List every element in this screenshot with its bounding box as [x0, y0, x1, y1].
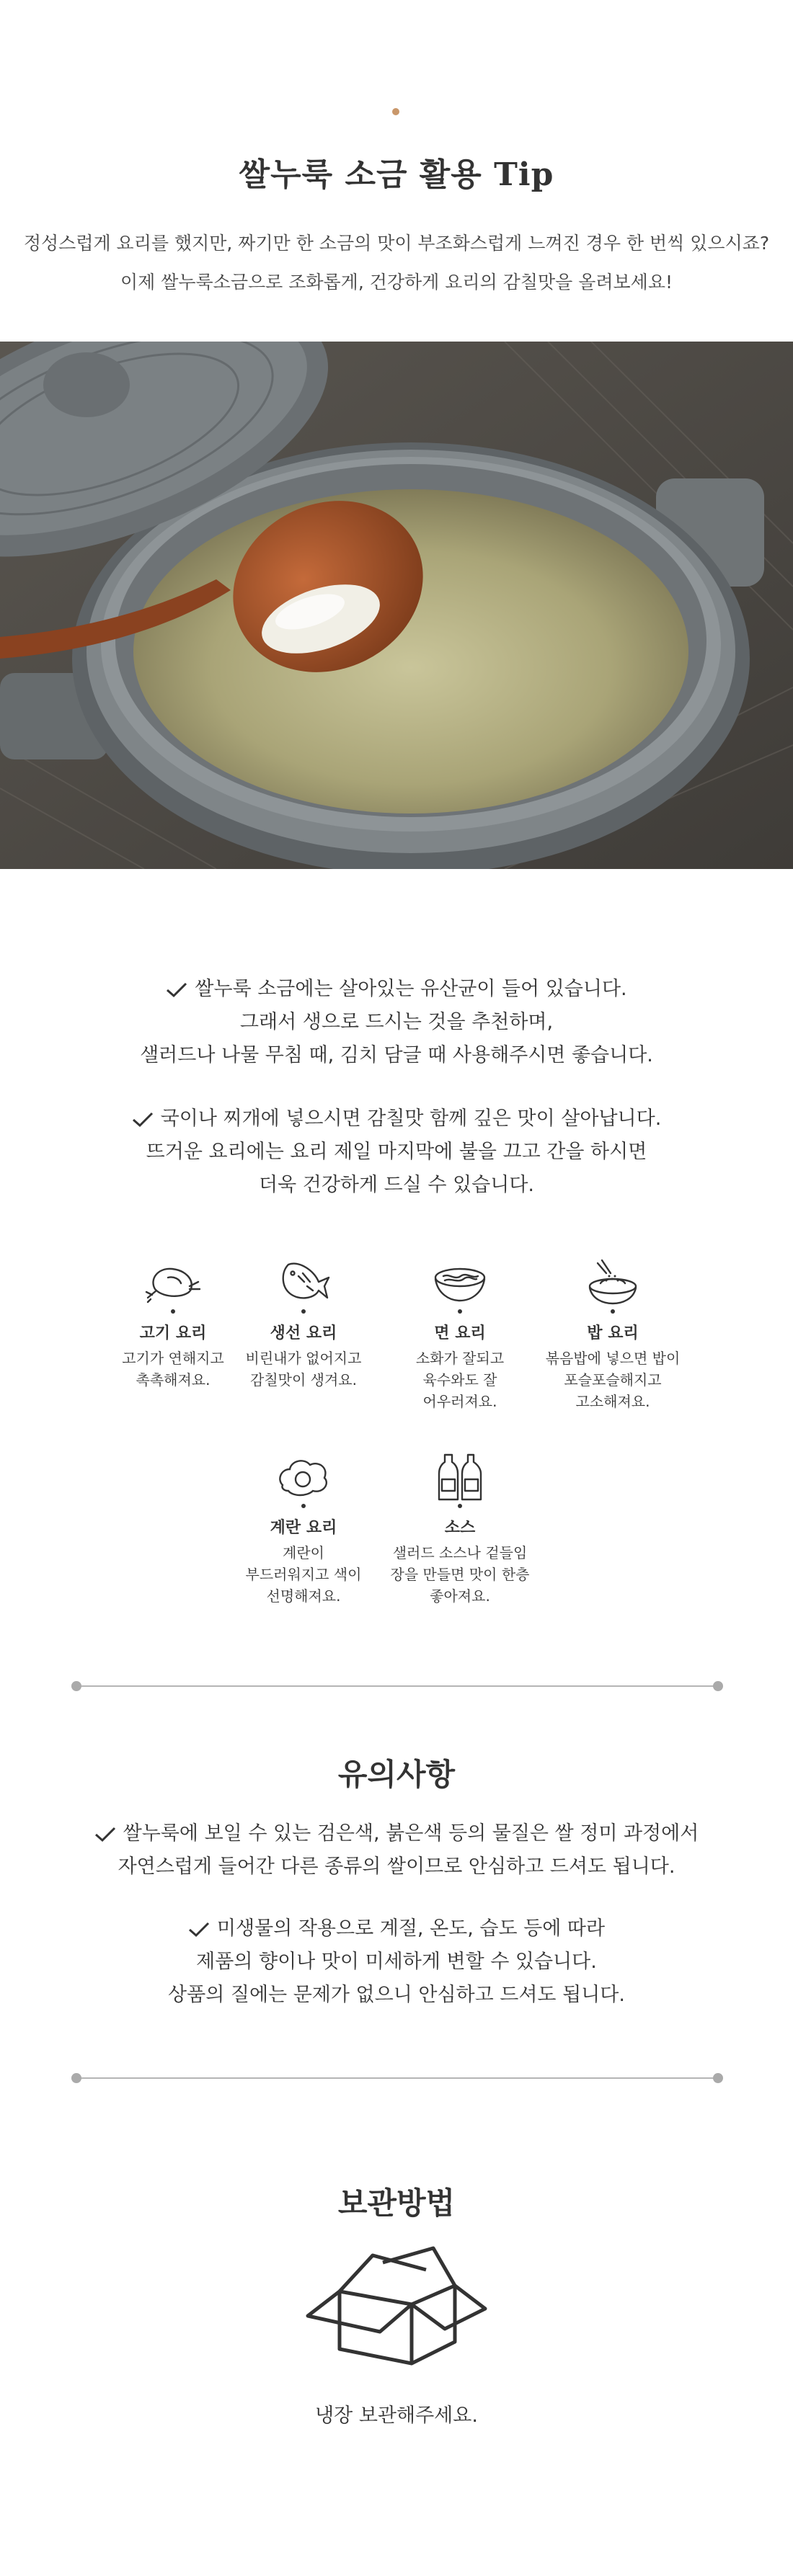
tip-line: [0, 973, 793, 1006]
bullet-dot: [458, 1504, 462, 1508]
caution-item-2: [0, 1912, 793, 2012]
use-label: 고기 요리: [139, 1324, 207, 1342]
section-divider: [76, 1685, 718, 1687]
use-egg: [231, 1452, 376, 1607]
egg-icon: [273, 1452, 335, 1502]
desc-line: 고소해져요.: [575, 1393, 650, 1410]
use-noodle: [388, 1257, 532, 1412]
sauce-bottles-icon: [429, 1452, 491, 1502]
clay-pot-soup-photo: [0, 342, 793, 869]
bullet-dot: [611, 1309, 615, 1314]
caution-title: 유의사항: [337, 1757, 456, 1792]
caution-line: 상품의 질에는 문제가 없으니 안심하고 드셔도 됩니다.: [168, 1984, 625, 2006]
desc-line: 고기가 연해지고: [122, 1350, 224, 1367]
check-icon: [94, 1827, 116, 1842]
tip-line: 샐러드나 나물 무침 때, 김치 담글 때 사용해주시면 좋습니다.: [140, 1044, 653, 1066]
tip-text: 쌀누룩 소금에는 살아있는 유산균이 들어 있습니다.: [195, 978, 627, 1000]
use-fish: [231, 1257, 376, 1391]
section-divider: [76, 2077, 718, 2079]
caution-item-1: [0, 1817, 793, 1884]
desc-line: 촉촉해져요.: [136, 1371, 211, 1389]
box-icon: [304, 2241, 489, 2369]
caution-line: 자연스럽게 들어간 다른 종류의 쌀이므로 안심하고 드셔도 됩니다.: [118, 1855, 675, 1878]
use-desc: [388, 1542, 532, 1607]
desc-line: 선명해져요.: [266, 1587, 341, 1605]
caution-line: [0, 1912, 793, 1946]
desc-line: 육수와도 잘: [422, 1371, 497, 1389]
bullet-dot: [301, 1504, 306, 1508]
use-desc: [541, 1347, 685, 1412]
accent-dot: [392, 108, 399, 115]
tip-raw-use: [0, 973, 793, 1072]
desc-line: 좋아져요.: [430, 1587, 490, 1605]
caution-line: [0, 1817, 793, 1850]
use-label: 밥 요리: [587, 1324, 639, 1342]
use-sauce: [388, 1452, 532, 1607]
intro-line-2: 이제 쌀누룩소금으로 조화롭게, 건강하게 요리의 감칠맛을 올려보세요!: [120, 272, 673, 293]
desc-line: 장을 만들면 맛이 한층: [390, 1566, 530, 1583]
use-desc: [231, 1542, 376, 1607]
use-desc: [101, 1347, 245, 1391]
use-meat: [101, 1257, 245, 1391]
use-label: 계란 요리: [270, 1519, 337, 1537]
tip-soup-use: [0, 1102, 793, 1202]
caution-text: 미생물의 작용으로 계절, 온도, 습도 등에 따라: [216, 1917, 606, 1940]
use-label: 면 요리: [434, 1324, 486, 1342]
use-desc: [388, 1347, 532, 1412]
desc-line: 샐러드 소스나 겉들임: [392, 1544, 528, 1561]
fish-icon: [273, 1257, 335, 1308]
pot-illustration: [0, 342, 793, 869]
desc-line: 감칠맛이 생겨요.: [250, 1371, 357, 1389]
desc-line: 소화가 잘되고: [415, 1350, 505, 1367]
noodle-bowl-icon: [429, 1257, 491, 1308]
tip-line: 뜨거운 요리에는 요리 제일 마지막에 불을 끄고 간을 하시면: [146, 1141, 647, 1163]
chicken-icon: [142, 1257, 204, 1308]
tip-line: 더욱 건강하게 드실 수 있습니다.: [259, 1174, 534, 1196]
tip-line: 그래서 생으로 드시는 것을 추천하며,: [239, 1011, 554, 1033]
desc-line: 계란이: [283, 1544, 324, 1561]
check-icon: [188, 1922, 210, 1938]
bullet-dot: [458, 1309, 462, 1314]
storage-text: 냉장 보관해주세요.: [315, 2405, 478, 2427]
check-icon: [166, 982, 187, 998]
desc-line: 포슬포슬해지고: [564, 1371, 662, 1389]
use-rice: [541, 1257, 685, 1412]
bullet-dot: [171, 1309, 175, 1314]
use-desc: [231, 1347, 376, 1391]
check-icon: [132, 1112, 154, 1128]
desc-line: 비린내가 없어지고: [245, 1350, 362, 1367]
tip-text: 국이나 찌개에 넣으시면 감칠맛 함께 깊은 맛이 살아납니다.: [160, 1107, 662, 1130]
caution-text: 쌀누룩에 보일 수 있는 검은색, 붉은색 등의 물질은 쌀 정미 과정에서: [123, 1822, 699, 1845]
page-title: 쌀누룩 소금 활용 Tip: [239, 156, 554, 193]
caution-line: 제품의 향이나 맛이 미세하게 변할 수 있습니다.: [196, 1951, 597, 1973]
desc-line: 볶음밥에 넣으면 밥이: [545, 1350, 681, 1367]
bullet-dot: [301, 1309, 306, 1314]
desc-line: 어우러져요.: [422, 1393, 497, 1410]
use-label: 소스: [444, 1519, 476, 1537]
tip-line: [0, 1102, 793, 1136]
storage-title: 보관방법: [337, 2185, 456, 2221]
intro-line-1: 정성스럽게 요리를 했지만, 짜기만 한 소금의 맛이 부조화스럽게 느껴진 경우 한 번씩 있으시죠?: [23, 233, 770, 254]
desc-line: 부드러워지고 색이: [245, 1566, 362, 1583]
rice-bowl-icon: [582, 1257, 644, 1308]
use-label: 생선 요리: [270, 1324, 337, 1342]
